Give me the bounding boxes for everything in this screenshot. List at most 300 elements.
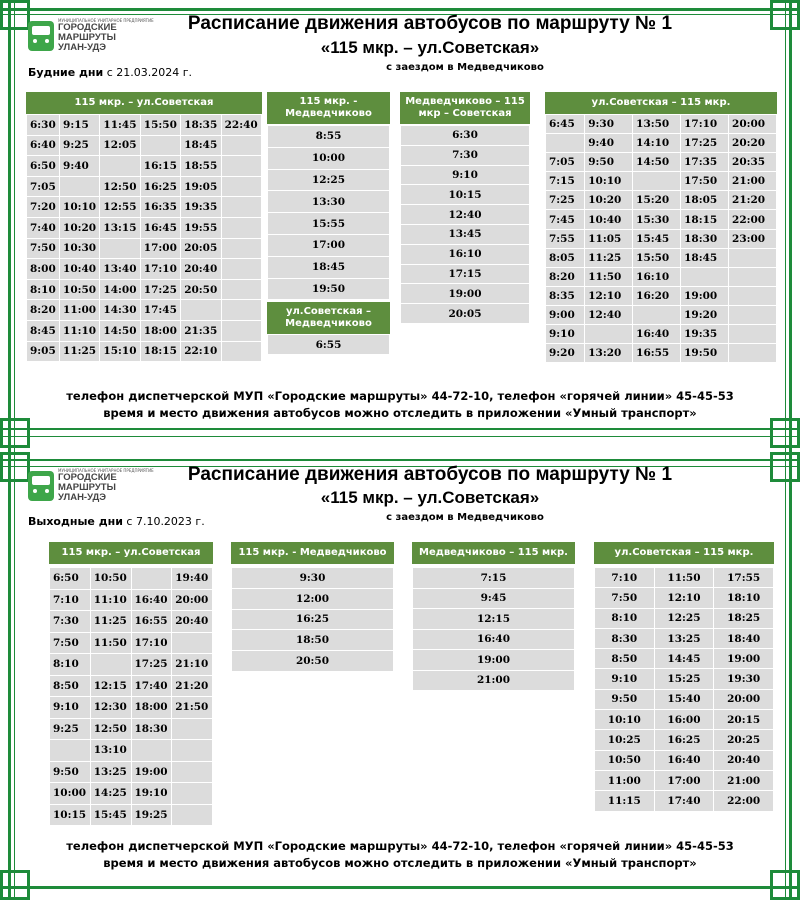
- time-cell: 12:40: [401, 205, 530, 225]
- table-header: ул.Советская – 115 мкр.: [594, 542, 774, 564]
- logo-line: ГОРОДСКИЕ: [58, 22, 117, 33]
- schedule-table-medvedchikovo-sovetskaya: [400, 125, 530, 324]
- time-cell: 12:40: [585, 305, 633, 324]
- time-cell: 15:10: [100, 341, 140, 362]
- time-cell: 7:50: [595, 588, 655, 608]
- time-cell: 13:30: [268, 191, 390, 213]
- table-row: [595, 770, 774, 790]
- time-cell: 15:45: [633, 229, 681, 248]
- table-row: [50, 611, 213, 633]
- time-cell: 10:50: [90, 568, 131, 590]
- time-cell: 19:00: [714, 649, 774, 669]
- time-cell: 11:00: [60, 300, 100, 321]
- time-cell: 20:40: [714, 750, 774, 770]
- page-title: Расписание движения автобусов по маршруту № 1: [187, 13, 673, 34]
- schedule-table-115-medvedchikovo: [267, 125, 390, 300]
- time-cell: 18:45: [681, 248, 729, 267]
- table-row: [401, 244, 530, 264]
- time-cell: 21:00: [714, 770, 774, 790]
- time-cell: 17:00: [654, 770, 714, 790]
- time-cell: 11:45: [100, 115, 140, 136]
- table-row: [50, 675, 213, 697]
- time-cell: [100, 156, 140, 177]
- table-row: [27, 259, 262, 280]
- table-row: [595, 689, 774, 709]
- time-cell: 14:25: [90, 783, 131, 805]
- time-cell: 19:50: [681, 344, 729, 363]
- time-cell: 17:25: [140, 279, 180, 300]
- time-cell: 12:15: [90, 675, 131, 697]
- table-row: [413, 629, 575, 650]
- table-header: 115 мкр. - Медведчиково: [231, 542, 394, 564]
- time-cell: [221, 279, 261, 300]
- time-cell: 20:20: [729, 134, 777, 153]
- time-cell: 10:00: [50, 783, 91, 805]
- time-cell: 21:35: [181, 320, 221, 341]
- schedule-table-medvedchikovo-115: [412, 567, 575, 691]
- time-cell: 16:40: [131, 589, 172, 611]
- table-row: [413, 588, 575, 609]
- time-cell: 6:30: [401, 126, 530, 146]
- time-cell: 8:50: [50, 675, 91, 697]
- time-cell: [221, 135, 261, 156]
- time-cell: [681, 267, 729, 286]
- time-cell: 16:40: [633, 325, 681, 344]
- table-row: [50, 654, 213, 676]
- time-cell: [729, 267, 777, 286]
- time-cell: [633, 172, 681, 191]
- time-cell: 9:50: [595, 689, 655, 709]
- time-cell: 10:50: [60, 279, 100, 300]
- time-cell: 20:35: [729, 153, 777, 172]
- time-cell: 19:00: [681, 286, 729, 305]
- time-cell: 10:00: [268, 147, 390, 169]
- time-cell: [60, 176, 100, 197]
- table-row: [595, 750, 774, 770]
- time-cell: 8:10: [50, 654, 91, 676]
- time-cell: 19:00: [131, 761, 172, 783]
- table-row: [50, 761, 213, 783]
- table-row: [595, 568, 774, 588]
- time-cell: 13:40: [100, 259, 140, 280]
- table-row: [401, 145, 530, 165]
- table-row: [546, 229, 777, 248]
- time-cell: 17:50: [681, 172, 729, 191]
- time-cell: 9:45: [413, 588, 575, 609]
- table-row: [546, 134, 777, 153]
- time-cell: 16:25: [232, 609, 394, 630]
- table-row: [595, 791, 774, 811]
- table-row: [595, 730, 774, 750]
- time-cell: 15:50: [633, 248, 681, 267]
- days-rest: с 7.10.2023 г.: [122, 515, 205, 528]
- time-cell: 8:45: [27, 320, 60, 341]
- time-cell: 22:00: [714, 791, 774, 811]
- table-row: [268, 278, 390, 300]
- logo-line: МАРШРУТЫ: [58, 482, 116, 493]
- time-cell: 9:30: [232, 568, 394, 589]
- page-subtitle: «115 мкр. – ул.Советская»: [320, 38, 540, 57]
- time-cell: 9:25: [50, 718, 91, 740]
- time-cell: 15:55: [268, 213, 390, 235]
- time-cell: 9:15: [60, 115, 100, 136]
- time-cell: 21:20: [729, 191, 777, 210]
- time-cell: 19:10: [131, 783, 172, 805]
- time-cell: 10:10: [585, 172, 633, 191]
- table-row: [546, 267, 777, 286]
- logo-line: УЛАН-УДЭ: [58, 492, 107, 503]
- time-cell: 17:35: [681, 153, 729, 172]
- table-row: [595, 710, 774, 730]
- time-cell: 11:00: [595, 770, 655, 790]
- time-cell: 16:10: [633, 267, 681, 286]
- time-cell: 14:50: [100, 320, 140, 341]
- table-row: [27, 217, 262, 238]
- time-cell: [131, 740, 172, 762]
- table-row: [50, 740, 213, 762]
- time-cell: 17:00: [268, 234, 390, 256]
- table-row: [232, 568, 394, 589]
- time-cell: 19:00: [413, 650, 575, 671]
- time-cell: 6:50: [50, 568, 91, 590]
- table-header: ул.Советская – Медведчиково: [267, 302, 390, 334]
- table-row: [401, 205, 530, 225]
- time-cell: 10:20: [585, 191, 633, 210]
- time-cell: 20:50: [181, 279, 221, 300]
- time-cell: 18:00: [140, 320, 180, 341]
- time-cell: 17:40: [654, 791, 714, 811]
- time-cell: 17:25: [681, 134, 729, 153]
- table-row: [413, 568, 575, 589]
- table-row: [595, 588, 774, 608]
- time-cell: 14:00: [100, 279, 140, 300]
- time-cell: 22:10: [181, 341, 221, 362]
- time-cell: 9:25: [60, 135, 100, 156]
- time-cell: 19:35: [181, 197, 221, 218]
- time-cell: 7:15: [413, 568, 575, 589]
- table-row: [50, 568, 213, 590]
- time-cell: [729, 305, 777, 324]
- time-cell: 13:25: [654, 628, 714, 648]
- time-cell: [221, 156, 261, 177]
- time-cell: [221, 320, 261, 341]
- table-header: Медведчиково – 115 мкр.: [412, 542, 575, 564]
- days-label: [28, 66, 192, 79]
- time-cell: 7:40: [27, 217, 60, 238]
- time-cell: 7:25: [546, 191, 585, 210]
- logo: [28, 18, 154, 53]
- time-cell: 20:15: [714, 710, 774, 730]
- time-cell: 11:50: [90, 632, 131, 654]
- time-cell: 9:10: [50, 697, 91, 719]
- time-cell: 18:30: [681, 229, 729, 248]
- time-cell: 22:00: [729, 210, 777, 229]
- time-cell: 18:15: [140, 341, 180, 362]
- footer-phone: телефон диспетчерской МУП «Городские маршруты» 44-72-10, телефон «горячей линии» 45-45-53: [66, 839, 734, 853]
- table-row: [232, 588, 394, 609]
- time-cell: [585, 325, 633, 344]
- time-cell: [729, 325, 777, 344]
- time-cell: 11:05: [585, 229, 633, 248]
- schedule-table-sovetskaya-115: [594, 567, 774, 812]
- time-cell: 20:00: [714, 689, 774, 709]
- time-cell: 10:25: [595, 730, 655, 750]
- time-cell: [633, 305, 681, 324]
- table-row: [232, 651, 394, 672]
- table-header: 115 мкр. – ул.Советская: [26, 92, 262, 114]
- table-row: [401, 264, 530, 284]
- time-cell: [172, 718, 213, 740]
- table-row: [401, 284, 530, 304]
- time-cell: 23:00: [729, 229, 777, 248]
- table-row: [268, 256, 390, 278]
- time-cell: 16:55: [131, 611, 172, 633]
- time-cell: 10:30: [60, 238, 100, 259]
- table-row: [595, 608, 774, 628]
- time-cell: 8:50: [595, 649, 655, 669]
- time-cell: 10:40: [60, 259, 100, 280]
- time-cell: 11:25: [60, 341, 100, 362]
- time-cell: 14:45: [654, 649, 714, 669]
- table-row: [27, 320, 262, 341]
- time-cell: 17:10: [140, 259, 180, 280]
- time-cell: 12:25: [654, 608, 714, 628]
- table-header: 115 мкр. – ул.Советская: [49, 542, 213, 564]
- time-cell: 21:00: [413, 670, 575, 691]
- time-cell: 7:45: [546, 210, 585, 229]
- time-cell: 7:10: [595, 568, 655, 588]
- time-cell: 6:55: [268, 335, 390, 355]
- time-cell: 13:20: [585, 344, 633, 363]
- time-cell: 16:40: [413, 629, 575, 650]
- time-cell: [729, 344, 777, 363]
- page-title: Расписание движения автобусов по маршруту № 1: [187, 464, 673, 485]
- table-row: [27, 135, 262, 156]
- time-cell: 7:20: [27, 197, 60, 218]
- table-row: [50, 718, 213, 740]
- time-cell: 9:50: [50, 761, 91, 783]
- time-cell: 10:20: [60, 217, 100, 238]
- time-cell: [100, 238, 140, 259]
- time-cell: 14:10: [633, 134, 681, 153]
- time-cell: 8:30: [595, 628, 655, 648]
- time-cell: 13:50: [633, 115, 681, 134]
- schedule-table-sovetskaya-115: [545, 114, 777, 363]
- table-row: [401, 224, 530, 244]
- table-row: [27, 176, 262, 197]
- time-cell: 20:00: [172, 589, 213, 611]
- time-cell: 8:20: [546, 267, 585, 286]
- time-cell: 7:15: [546, 172, 585, 191]
- time-cell: 22:40: [221, 115, 261, 136]
- time-cell: 11:10: [60, 320, 100, 341]
- time-cell: [729, 248, 777, 267]
- days-bold: Выходные дни: [28, 515, 123, 528]
- time-cell: 18:25: [714, 608, 774, 628]
- table-row: [595, 649, 774, 669]
- time-cell: 16:25: [140, 176, 180, 197]
- logo: [28, 468, 154, 503]
- time-cell: 15:40: [654, 689, 714, 709]
- time-cell: 11:25: [90, 611, 131, 633]
- bus-icon: [28, 471, 54, 501]
- time-cell: [50, 740, 91, 762]
- time-cell: 12:50: [90, 718, 131, 740]
- schedule-table-115-medvedchikovo: [231, 567, 394, 672]
- time-cell: 8:35: [546, 286, 585, 305]
- table-header: ул.Советская – 115 мкр.: [545, 92, 777, 114]
- time-cell: 15:45: [90, 804, 131, 826]
- time-cell: 8:10: [27, 279, 60, 300]
- table-row: [546, 325, 777, 344]
- table-row: [546, 210, 777, 229]
- logo-line: МАРШРУТЫ: [58, 32, 116, 43]
- time-cell: [181, 300, 221, 321]
- time-cell: [221, 197, 261, 218]
- time-cell: [172, 761, 213, 783]
- time-cell: 21:10: [172, 654, 213, 676]
- time-cell: 17:55: [714, 568, 774, 588]
- logo-line: ГОРОДСКИЕ: [58, 472, 117, 483]
- time-cell: 18:15: [681, 210, 729, 229]
- time-cell: [221, 259, 261, 280]
- time-cell: 11:50: [585, 267, 633, 286]
- time-cell: 12:25: [268, 169, 390, 191]
- table-row: [595, 669, 774, 689]
- time-cell: 19:20: [681, 305, 729, 324]
- time-cell: [221, 238, 261, 259]
- time-cell: 8:55: [268, 126, 390, 148]
- time-cell: 6:40: [27, 135, 60, 156]
- time-cell: 9:00: [546, 305, 585, 324]
- footer-app: время и место движения автобусов можно отследить в приложении «Умный транспорт»: [103, 406, 697, 420]
- time-cell: 17:40: [131, 675, 172, 697]
- table-row: [413, 650, 575, 671]
- table-row: [268, 126, 390, 148]
- via-note: с заездом в Медведчиково: [386, 512, 544, 523]
- time-cell: 16:10: [401, 244, 530, 264]
- time-cell: 18:10: [714, 588, 774, 608]
- table-row: [50, 589, 213, 611]
- time-cell: 8:05: [546, 248, 585, 267]
- time-cell: [221, 176, 261, 197]
- time-cell: 17:10: [681, 115, 729, 134]
- time-cell: 9:50: [585, 153, 633, 172]
- time-cell: 16:35: [140, 197, 180, 218]
- table-row: [546, 305, 777, 324]
- time-cell: 18:30: [131, 718, 172, 740]
- time-cell: 17:15: [401, 264, 530, 284]
- time-cell: 6:30: [27, 115, 60, 136]
- time-cell: 7:10: [50, 589, 91, 611]
- time-cell: [131, 568, 172, 590]
- time-cell: 7:30: [50, 611, 91, 633]
- table-row: [401, 304, 530, 324]
- time-cell: 15:50: [140, 115, 180, 136]
- time-cell: [172, 632, 213, 654]
- days-bold: Будние дни: [28, 66, 104, 79]
- via-note: с заездом в Медведчиково: [386, 62, 544, 73]
- time-cell: [221, 217, 261, 238]
- logo-line: УЛАН-УДЭ: [58, 42, 107, 53]
- table-row: [268, 191, 390, 213]
- time-cell: 18:45: [268, 256, 390, 278]
- time-cell: 20:25: [714, 730, 774, 750]
- table-row: [268, 147, 390, 169]
- time-cell: 12:15: [413, 609, 575, 630]
- time-cell: [172, 783, 213, 805]
- time-cell: 9:10: [546, 325, 585, 344]
- table-row: [413, 609, 575, 630]
- time-cell: 19:55: [181, 217, 221, 238]
- table-row: [268, 169, 390, 191]
- time-cell: 10:10: [595, 710, 655, 730]
- time-cell: [90, 654, 131, 676]
- time-cell: 20:05: [181, 238, 221, 259]
- table-row: [268, 234, 390, 256]
- time-cell: 12:00: [232, 588, 394, 609]
- footer-app: время и место движения автобусов можно отследить в приложении «Умный транспорт»: [103, 856, 697, 870]
- time-cell: 19:25: [131, 804, 172, 826]
- time-cell: 15:25: [654, 669, 714, 689]
- time-cell: 20:40: [172, 611, 213, 633]
- table-row: [413, 670, 575, 691]
- time-cell: 16:55: [633, 344, 681, 363]
- time-cell: 16:45: [140, 217, 180, 238]
- time-cell: 21:00: [729, 172, 777, 191]
- time-cell: 14:30: [100, 300, 140, 321]
- time-cell: 8:10: [595, 608, 655, 628]
- time-cell: 13:25: [90, 761, 131, 783]
- table-row: [401, 165, 530, 185]
- time-cell: 9:40: [60, 156, 100, 177]
- table-row: [401, 185, 530, 205]
- table-row: [27, 300, 262, 321]
- time-cell: 19:00: [401, 284, 530, 304]
- time-cell: 16:40: [654, 750, 714, 770]
- time-cell: 18:45: [181, 135, 221, 156]
- logo-small-text: МУНИЦИПАЛЬНОЕ УНИТАРНОЕ ПРЕДПРИЯТИЕ: [58, 468, 154, 473]
- time-cell: 11:25: [585, 248, 633, 267]
- table-row: [50, 632, 213, 654]
- time-cell: 12:10: [585, 286, 633, 305]
- time-cell: 6:50: [27, 156, 60, 177]
- time-cell: 9:30: [585, 115, 633, 134]
- table-row: [546, 153, 777, 172]
- time-cell: 9:20: [546, 344, 585, 363]
- table-row: [27, 115, 262, 136]
- time-cell: 17:10: [131, 632, 172, 654]
- time-cell: 10:40: [585, 210, 633, 229]
- table-row: [27, 156, 262, 177]
- days-rest: с 21.03.2024 г.: [103, 66, 193, 79]
- time-cell: 10:50: [595, 750, 655, 770]
- time-cell: 7:30: [401, 145, 530, 165]
- time-cell: 20:50: [232, 651, 394, 672]
- time-cell: 7:55: [546, 229, 585, 248]
- time-cell: 15:20: [633, 191, 681, 210]
- table-header: Медведчиково – 115 мкр – Советская: [400, 92, 530, 124]
- table-row: [595, 628, 774, 648]
- time-cell: 12:50: [100, 176, 140, 197]
- time-cell: [140, 135, 180, 156]
- time-cell: 14:50: [633, 153, 681, 172]
- time-cell: 7:05: [27, 176, 60, 197]
- time-cell: 6:45: [546, 115, 585, 134]
- time-cell: 21:50: [172, 697, 213, 719]
- time-cell: [729, 286, 777, 305]
- time-cell: 20:40: [181, 259, 221, 280]
